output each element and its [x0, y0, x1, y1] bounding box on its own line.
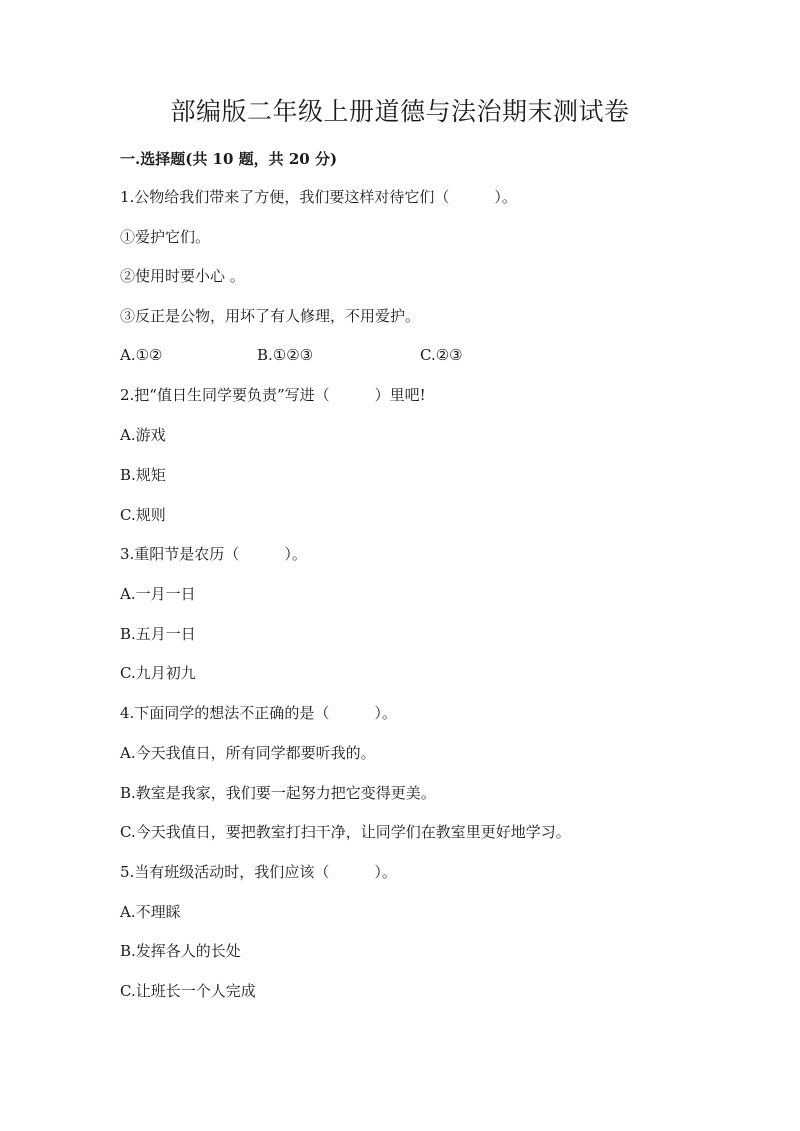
question-1-options [120, 345, 720, 365]
question-3-option-b: B.五月一日 [120, 625, 196, 643]
question-4-option-c: C.今天我值日，要把教室打扫干净，让同学们在教室里更好地学习。 [120, 823, 571, 841]
question-1-option-a: A.①② [120, 346, 163, 364]
question-5-option-a: A.不理睬 [120, 903, 181, 921]
question-1-statement-2: ②使用时要小心 。 [120, 267, 245, 285]
question-1-option-c: C.②③ [420, 346, 463, 364]
question-5-option-c: C.让班长一个人完成 [120, 982, 256, 1000]
question-4-stem: 4.下面同学的想法不正确的是（ ）。 [120, 704, 397, 722]
question-3-option-c: C.九月初九 [120, 664, 196, 682]
question-2-option-b: B.规矩 [120, 466, 166, 484]
question-5-option-b: B.发挥各人的长处 [120, 942, 241, 960]
question-2-option-a: A.游戏 [120, 426, 166, 444]
question-2-option-c: C.规则 [120, 506, 166, 524]
question-5-stem: 5.当有班级活动时，我们应该（ ）。 [120, 863, 397, 881]
section-heading: 一.选择题(共 10 题，共 20 分) [120, 150, 338, 168]
question-4-option-b: B.教室是我家，我们要一起努力把它变得更美。 [120, 784, 436, 802]
question-2-stem: 2.把“值日生同学要负责”写进（ ）里吧! [120, 386, 426, 404]
question-1-stem: 1.公物给我们带来了方便，我们要这样对待它们（ ）。 [120, 188, 517, 206]
page-title: 部编版二年级上册道德与法治期末测试卷 [170, 97, 630, 126]
question-1-statement-3: ③反正是公物，用坏了有人修理，不用爱护。 [120, 307, 421, 325]
question-3-option-a: A.一月一日 [120, 585, 196, 603]
question-3-stem: 3.重阳节是农历（ ）。 [120, 545, 307, 563]
question-1-option-b: B.①②③ [257, 346, 314, 364]
question-1-statement-1: ①爱护它们。 [120, 228, 211, 246]
question-4-option-a: A.今天我值日，所有同学都要听我的。 [120, 744, 376, 762]
